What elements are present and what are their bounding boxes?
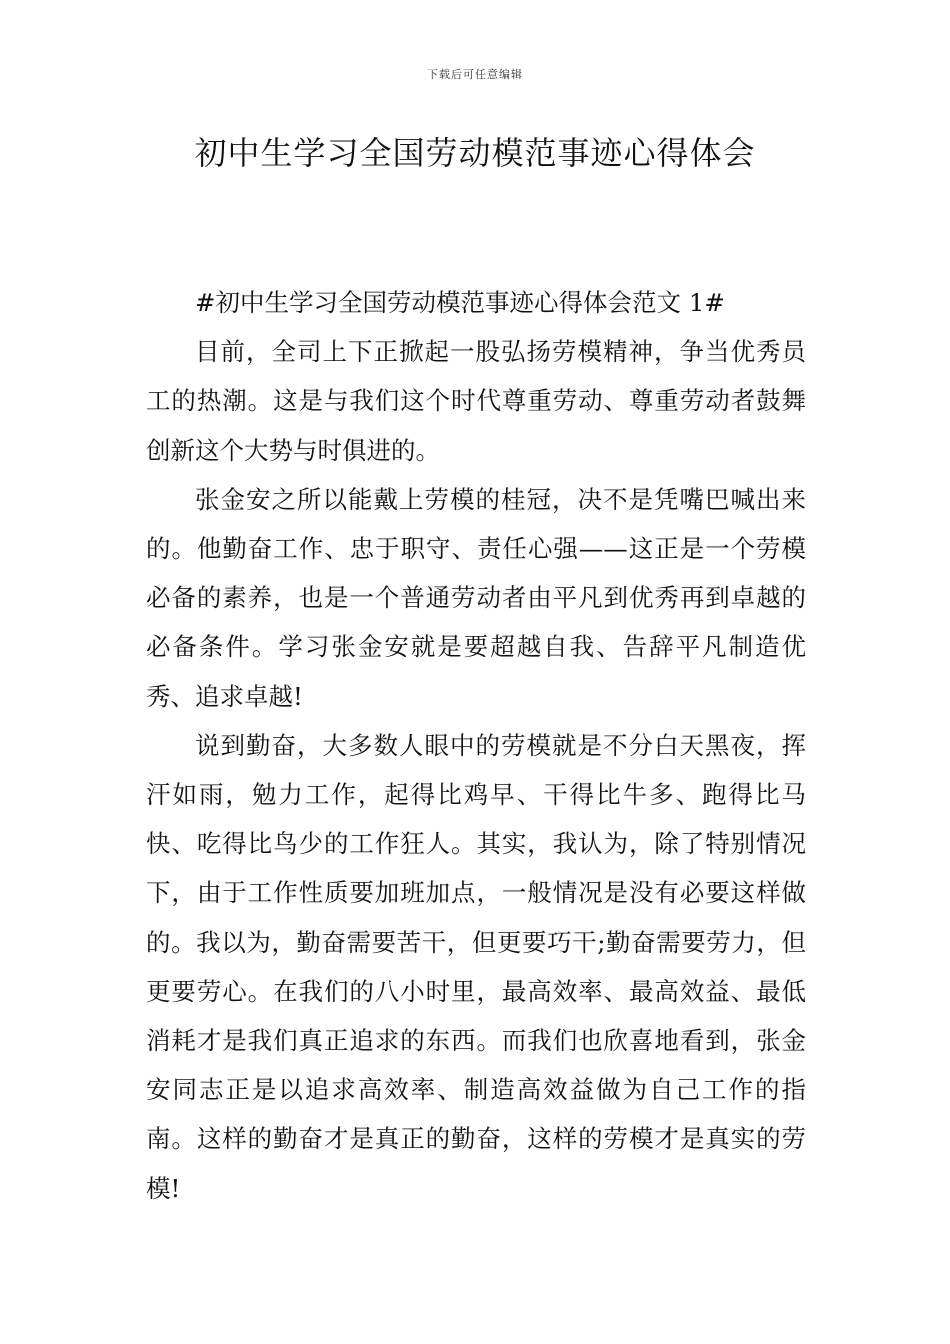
section-heading: #初中生学习全国劳动模范事迹心得体会范文 1#	[195, 288, 725, 317]
paragraph-2: 张金安之所以能戴上劳模的桂冠，决不是凭嘴巴喊出来的。他勤奋工作、忠于职守、责任心强——这正是一个劳模必备的素养，也是一个普通劳动者由平凡到优秀再到卓越的必备条件。学习张金安就是要超越自我、告辞平凡制造优秀、追求卓越!	[146, 484, 806, 711]
header-note: 下载后可任意编辑	[427, 68, 523, 81]
document-body	[146, 278, 806, 1213]
document-title: 初中生学习全国劳动模范事迹心得体会	[194, 134, 756, 172]
paragraph-3: 说到勤奋，大多数人眼中的劳模就是不分白天黑夜，挥汗如雨，勉力工作，起得比鸡早、干得比牛多、跑得比马快、吃得比鸟少的工作狂人。其实，我认为，除了特别情况下，由于工作性质要加班加点，一般情况是没有必要这样做的。我以为，勤奋需要苦干，但更要巧干;勤奋需要劳力，但更要劳心。在我们的八小时里，最高效率、最高效益、最低消耗才是我们真正追求的东西。而我们也欣喜地看到，张金安同志正是以追求高效率、制造高效益做为自己工作的指南。这样的勤奋才是真正的勤奋，这样的劳模才是真实的劳模!	[146, 730, 806, 1203]
paragraph-1: 目前，全司上下正掀起一股弘扬劳模精神，争当优秀员工的热潮。这是与我们这个时代尊重劳动、尊重劳动者鼓舞创新这个大势与时俱进的。	[146, 337, 806, 465]
